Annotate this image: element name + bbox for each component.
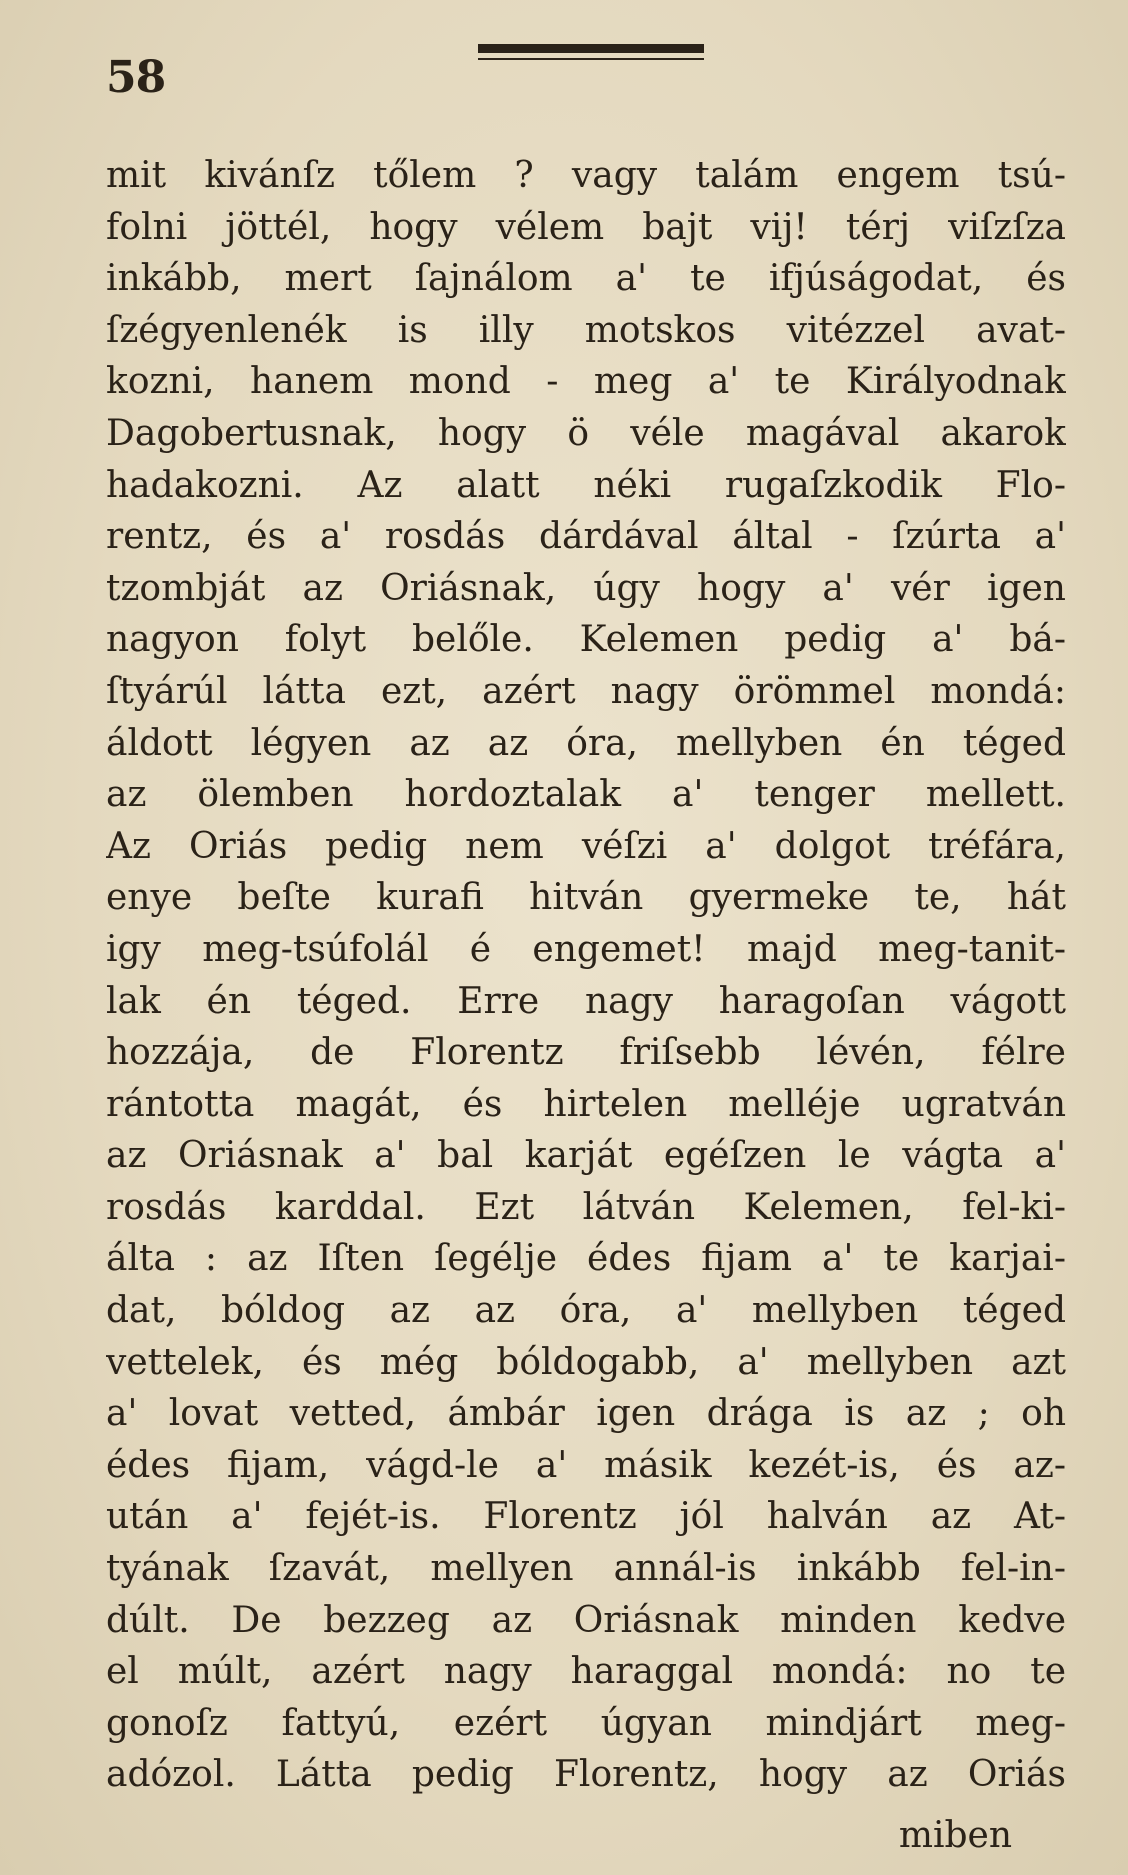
text-line: rosdás karddal. Ezt látván Kelemen, fel-ki- (106, 1186, 1066, 1228)
text-line: édes fijam, vágd-le a' másik kezét-is, és az- (106, 1444, 1066, 1486)
text-line: Az Oriás pedig nem véſzi a' dolgot tréfára, (106, 825, 1066, 867)
text-line: az Oriásnak a' bal karját egéſzen le vágta a' (106, 1135, 1066, 1177)
body-text (106, 150, 1066, 1801)
text-line: gonoſz fattyú, ezért úgyan mindjárt meg- (106, 1702, 1066, 1744)
text-line: rentz, és a' rosdás dárdával által - ſzúrta a' (106, 516, 1066, 558)
text-line: enye beſte kurafi hitván gyermeke te, hát (106, 877, 1066, 919)
header-rule (478, 44, 704, 60)
text-line: dat, bóldog az az óra, a' mellyben téged (106, 1290, 1066, 1332)
catchword: miben (898, 1815, 1012, 1856)
text-line: tzombját az Oriásnak, úgy hogy a' vér igen (106, 567, 1066, 609)
text-line: rántotta magát, és hirtelen melléje ugratván (106, 1083, 1066, 1125)
text-line: tyának ſzavát, mellyen annál-is inkább fel-in- (106, 1548, 1066, 1590)
text-line: Dagobertusnak, hogy ö véle magával akarok (106, 412, 1066, 454)
text-line: mit kivánſz tőlem ? vagy talám engem tsú- (106, 155, 1066, 196)
text-line: ſzégyenlenék is illy motskos vitézzel avat- (106, 309, 1066, 351)
text-line: adózol. Látta pedig Florentz, hogy az Oriás (106, 1754, 1066, 1796)
text-line: nagyon folyt belőle. Kelemen pedig a' bá- (106, 619, 1066, 661)
text-line: álta : az Iſten ſegélje édes fijam a' te karjai- (106, 1238, 1066, 1280)
text-line: áldott légyen az az óra, mellyben én téged (106, 722, 1066, 764)
page-number: 58 (106, 52, 166, 103)
text-line: az ölemben hordoztalak a' tenger mellett. (106, 774, 1066, 816)
text-line: igy meg-tsúfolál é engemet! majd meg-tanit- (106, 928, 1066, 970)
text-line: a' lovat vetted, ámbár igen drága is az ; oh (106, 1393, 1066, 1435)
text-line: ſtyárúl látta ezt, azért nagy örömmel mondá: (106, 670, 1066, 712)
text-line: lak én téged. Erre nagy haragoſan vágott (106, 980, 1066, 1022)
text-line: el múlt, azért nagy haraggal mondá: no te (106, 1651, 1066, 1693)
text-line: hozzája, de Florentz friſsebb lévén, félre (106, 1032, 1066, 1074)
text-line: hadakozni. Az alatt néki rugaſzkodik Flo- (106, 464, 1066, 506)
text-line: inkább, mert ſajnálom a' te ifjúságodat, és (106, 258, 1066, 300)
text-line: folni jöttél, hogy vélem bajt vij! térj viſzſza (106, 206, 1066, 248)
text-line: kozni, hanem mond - meg a' te Királyodnak (106, 361, 1066, 403)
text-line: után a' fejét-is. Florentz jól halván az At- (106, 1496, 1066, 1538)
text-line: vettelek, és még bóldogabb, a' mellyben azt (106, 1341, 1066, 1383)
text-line: dúlt. De bezzeg az Oriásnak minden kedve (106, 1599, 1066, 1641)
